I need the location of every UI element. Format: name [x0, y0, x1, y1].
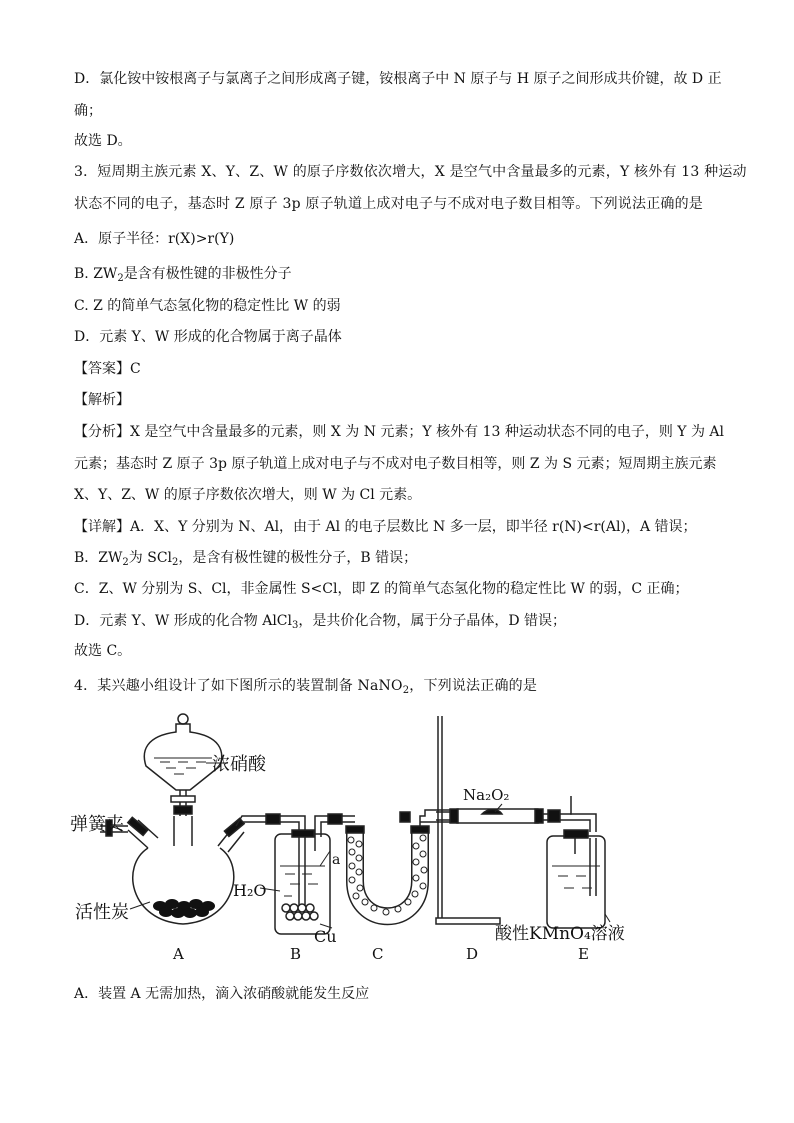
option-b-prefix: B. ZW: [74, 266, 118, 282]
question-3-line2: 状态不同的电子，基态时 Z 原子 3p 原子轨道上成对电子与不成对电子数目相等。下列说法正确的是: [74, 196, 703, 212]
label-a: a: [332, 852, 341, 868]
letter-c: C: [372, 945, 384, 963]
letter-d: D: [466, 945, 479, 963]
separatory-funnel: [144, 724, 221, 790]
apparatus-diagram: [70, 706, 670, 976]
label-activated-carbon: 活性炭: [75, 902, 129, 923]
analysis-label: 【解析】: [74, 392, 130, 408]
question-3-line1: 3．短周期主族元素 X、Y、Z、W 的原子序数依次增大，X 是空气中含量最多的元素，Y 核外有 13 种运动: [74, 164, 747, 180]
analysis-line3: X、Y、Z、W 的原子序数依次增大，则 W 为 Cl 元素。: [74, 487, 422, 503]
copper-pellets: [282, 904, 318, 920]
answer-line: [74, 360, 141, 378]
detail-d-suffix: ，是共价化合物，属于分子晶体，D 错误；: [298, 613, 567, 629]
choose-c-text: 故选 C。: [74, 643, 132, 659]
question-4-suffix: ，下列说法正确的是: [409, 678, 538, 694]
detail-d-prefix: D．元素 Y、W 形成的化合物 AlCl: [74, 613, 292, 629]
question-4-option-a: A．装置 A 无需加热，滴入浓硝酸就能发生反应: [74, 986, 370, 1002]
analysis-line1: 【分析】X 是空气中含量最多的元素，则 X 为 N 元素；Y 核外有 13 种运动状态不同的电子，则 Y 为 Al: [74, 424, 725, 440]
carbon-pellets: [153, 899, 215, 918]
detail-c-line: C．Z、W 分别为 S、Cl，非金属性 S<Cl，即 Z 的简单气态氢化物的稳定性比 W 的弱，C 正确；: [74, 581, 689, 597]
detail-b-mid: 为 SCl: [128, 550, 173, 566]
funnel-stopcock: [171, 796, 195, 802]
label-spring-clamp: 弹簧夹: [70, 814, 124, 835]
stand-base: [436, 918, 500, 924]
label-conc-nitric-acid: 浓硝酸: [212, 754, 266, 775]
label-kmno4-solution: 酸性KMnO₄溶液: [495, 924, 625, 944]
detail-d-sub: 3: [291, 620, 299, 631]
option-d-text-line2: 确；: [74, 103, 102, 119]
detail-a-line: 【详解】A．X、Y 分别为 N、Al，由于 Al 的电子层数比 N 多一层，即半径 r(N)<r(Al)，A 错误；: [74, 519, 697, 535]
question-4-prefix: 4．某兴趣小组设计了如下图所示的装置制备 NaNO: [74, 678, 403, 694]
option-b-subscript: 2: [117, 273, 124, 284]
choose-d-text: 故选 D。: [74, 133, 132, 149]
question-4-subscript: 2: [402, 685, 410, 696]
detail-b-prefix: B．ZW: [74, 550, 123, 566]
detail-b-sub2: 2: [172, 557, 179, 568]
question-3-option-a: A．原子半径：r(X)>r(Y): [74, 231, 235, 247]
letter-e: E: [578, 945, 589, 963]
answer-value: C: [130, 361, 141, 377]
detail-b-line: [74, 549, 417, 567]
label-copper: Cu: [314, 927, 337, 946]
detail-d-line: [74, 612, 566, 630]
answer-label: 【答案】: [74, 361, 130, 377]
label-water: H₂O: [233, 881, 267, 900]
option-d-text-line1: D．氯化铵中铵根离子与氯离子之间形成离子键，铵根离子中 N 原子与 H 原子之间形成共价键，故 D 正: [74, 71, 722, 87]
question-3-option-d: D．元素 Y、W 形成的化合物属于离子晶体: [74, 329, 342, 345]
funnel-stopper: [178, 714, 188, 724]
detail-b-suffix: ，是含有极性键的极性分子，B 错误；: [178, 550, 418, 566]
option-b-suffix: 是含有极性键的非极性分子: [123, 266, 292, 282]
letter-b: B: [290, 945, 302, 963]
letter-a: A: [173, 945, 184, 963]
question-4-line: [74, 677, 537, 695]
analysis-line2: 元素；基态时 Z 原子 3p 原子轨道上成对电子与不成对电子数目相等，则 Z 为 S 元素；短周期主族元素: [74, 456, 717, 472]
label-na2o2: Na₂O₂: [463, 786, 510, 804]
question-3-option-c: C. Z 的简单气态氢化物的稳定性比 W 的弱: [74, 298, 341, 314]
detail-b-sub1: 2: [122, 557, 129, 568]
na2o2-sample: [482, 810, 502, 815]
question-3-option-b: [74, 265, 292, 283]
